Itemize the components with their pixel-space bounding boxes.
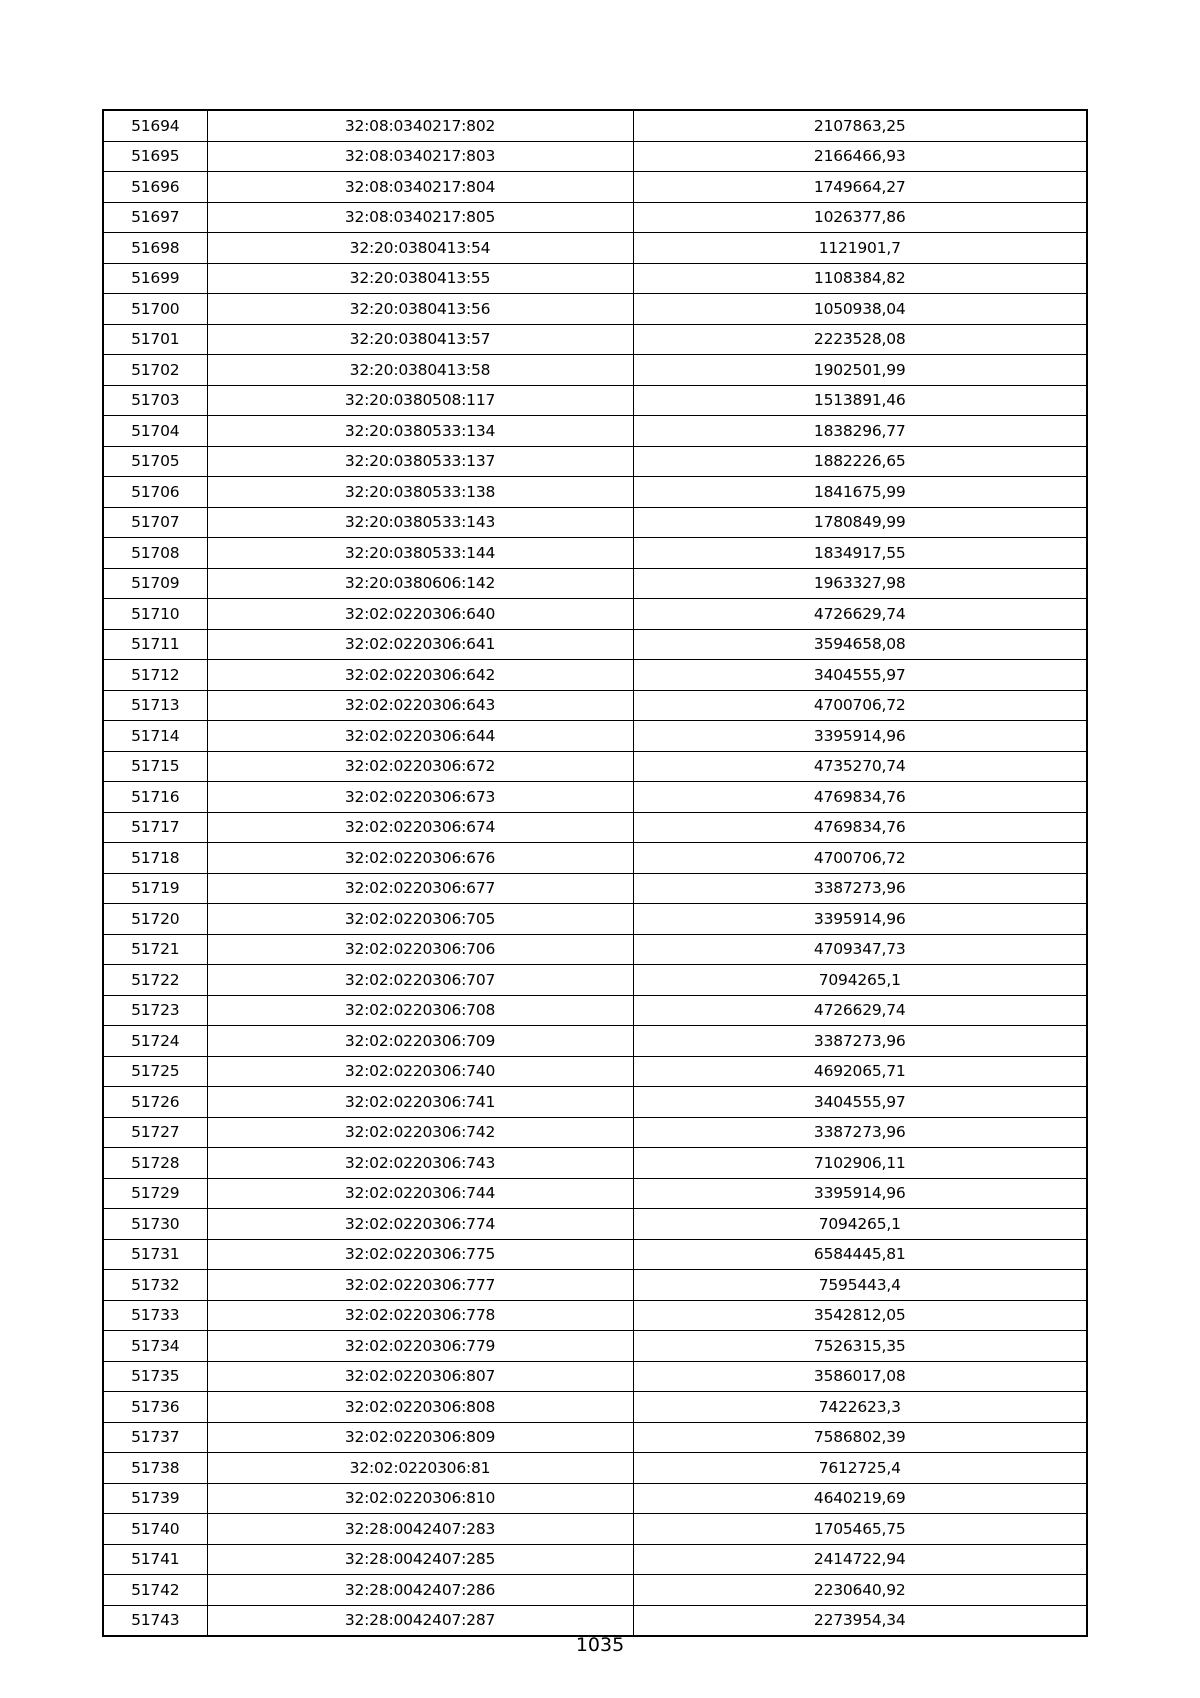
table-row xyxy=(103,873,1087,904)
row-number-cell: 51739 xyxy=(103,1483,207,1514)
table-row xyxy=(103,1087,1087,1118)
table-row xyxy=(103,721,1087,752)
row-number-cell: 51719 xyxy=(103,873,207,904)
cadastral-number-cell: 32:20:0380533:138 xyxy=(207,477,633,508)
table-row xyxy=(103,263,1087,294)
cadastral-value-cell: 3387273,96 xyxy=(633,1117,1087,1148)
cadastral-value-cell: 1834917,55 xyxy=(633,538,1087,569)
cadastral-value-cell: 3404555,97 xyxy=(633,660,1087,691)
cadastral-value-cell: 7526315,35 xyxy=(633,1331,1087,1362)
row-number-cell: 51711 xyxy=(103,629,207,660)
cadastral-number-cell: 32:02:0220306:808 xyxy=(207,1392,633,1423)
cadastral-number-cell: 32:02:0220306:740 xyxy=(207,1056,633,1087)
table-row xyxy=(103,1392,1087,1423)
cadastral-value-cell: 4692065,71 xyxy=(633,1056,1087,1087)
row-number-cell: 51736 xyxy=(103,1392,207,1423)
table-row xyxy=(103,1544,1087,1575)
cadastral-number-cell: 32:02:0220306:643 xyxy=(207,690,633,721)
cadastral-number-cell: 32:20:0380533:144 xyxy=(207,538,633,569)
table-row xyxy=(103,995,1087,1026)
cadastral-value-cell: 6584445,81 xyxy=(633,1239,1087,1270)
cadastral-value-cell: 2273954,34 xyxy=(633,1605,1087,1636)
cadastral-value-cell: 4769834,76 xyxy=(633,782,1087,813)
table-row xyxy=(103,1148,1087,1179)
cadastral-value-cell: 3395914,96 xyxy=(633,904,1087,935)
table-row xyxy=(103,355,1087,386)
row-number-cell: 51696 xyxy=(103,172,207,203)
cadastral-number-cell: 32:02:0220306:777 xyxy=(207,1270,633,1301)
cadastral-number-cell: 32:20:0380413:58 xyxy=(207,355,633,386)
row-number-cell: 51742 xyxy=(103,1575,207,1606)
row-number-cell: 51734 xyxy=(103,1331,207,1362)
table-row xyxy=(103,1331,1087,1362)
cadastral-value-cell: 2107863,25 xyxy=(633,110,1087,141)
table-row xyxy=(103,110,1087,141)
row-number-cell: 51716 xyxy=(103,782,207,813)
table-row xyxy=(103,477,1087,508)
row-number-cell: 51741 xyxy=(103,1544,207,1575)
cadastral-number-cell: 32:08:0340217:802 xyxy=(207,110,633,141)
table-row xyxy=(103,629,1087,660)
table-body xyxy=(103,110,1087,1636)
cadastral-value-cell: 4726629,74 xyxy=(633,599,1087,630)
row-number-cell: 51703 xyxy=(103,385,207,416)
row-number-cell: 51706 xyxy=(103,477,207,508)
cadastral-number-cell: 32:20:0380533:134 xyxy=(207,416,633,447)
cadastral-number-cell: 32:28:0042407:287 xyxy=(207,1605,633,1636)
cadastral-number-cell: 32:28:0042407:286 xyxy=(207,1575,633,1606)
table-row xyxy=(103,385,1087,416)
cadastral-number-cell: 32:02:0220306:809 xyxy=(207,1422,633,1453)
row-number-cell: 51733 xyxy=(103,1300,207,1331)
cadastral-value-cell: 1838296,77 xyxy=(633,416,1087,447)
cadastral-number-cell: 32:02:0220306:810 xyxy=(207,1483,633,1514)
cadastral-value-cell: 3542812,05 xyxy=(633,1300,1087,1331)
row-number-cell: 51695 xyxy=(103,141,207,172)
row-number-cell: 51732 xyxy=(103,1270,207,1301)
table-row xyxy=(103,172,1087,203)
row-number-cell: 51700 xyxy=(103,294,207,325)
cadastral-number-cell: 32:20:0380533:143 xyxy=(207,507,633,538)
cadastral-value-cell: 1963327,98 xyxy=(633,568,1087,599)
cadastral-number-cell: 32:02:0220306:705 xyxy=(207,904,633,935)
table-row xyxy=(103,233,1087,264)
table-row xyxy=(103,751,1087,782)
cadastral-value-cell: 1026377,86 xyxy=(633,202,1087,233)
cadastral-number-cell: 32:02:0220306:708 xyxy=(207,995,633,1026)
cadastral-number-cell: 32:08:0340217:805 xyxy=(207,202,633,233)
cadastral-number-cell: 32:02:0220306:742 xyxy=(207,1117,633,1148)
row-number-cell: 51698 xyxy=(103,233,207,264)
cadastral-number-cell: 32:08:0340217:804 xyxy=(207,172,633,203)
cadastral-value-cell: 7102906,11 xyxy=(633,1148,1087,1179)
page-number: 1035 xyxy=(575,1634,625,1656)
table-row xyxy=(103,1453,1087,1484)
cadastral-value-cell: 7612725,4 xyxy=(633,1453,1087,1484)
cadastral-value-cell: 2223528,08 xyxy=(633,324,1087,355)
cadastral-number-cell: 32:20:0380413:56 xyxy=(207,294,633,325)
cadastral-number-cell: 32:02:0220306:706 xyxy=(207,934,633,965)
row-number-cell: 51708 xyxy=(103,538,207,569)
cadastral-number-cell: 32:02:0220306:672 xyxy=(207,751,633,782)
row-number-cell: 51738 xyxy=(103,1453,207,1484)
cadastral-number-cell: 32:02:0220306:775 xyxy=(207,1239,633,1270)
table-row xyxy=(103,904,1087,935)
cadastral-number-cell: 32:02:0220306:774 xyxy=(207,1209,633,1240)
cadastral-value-cell: 4700706,72 xyxy=(633,690,1087,721)
cadastral-value-cell: 1050938,04 xyxy=(633,294,1087,325)
cadastral-number-cell: 32:02:0220306:709 xyxy=(207,1026,633,1057)
cadastral-value-cell: 7094265,1 xyxy=(633,965,1087,996)
row-number-cell: 51702 xyxy=(103,355,207,386)
cadastral-value-cell: 3387273,96 xyxy=(633,1026,1087,1057)
table-row xyxy=(103,1575,1087,1606)
cadastral-number-cell: 32:02:0220306:676 xyxy=(207,843,633,874)
cadastral-value-cell: 3387273,96 xyxy=(633,873,1087,904)
cadastral-number-cell: 32:02:0220306:743 xyxy=(207,1148,633,1179)
table-row xyxy=(103,538,1087,569)
cadastral-number-cell: 32:20:0380606:142 xyxy=(207,568,633,599)
table-row xyxy=(103,568,1087,599)
cadastral-value-cell: 4769834,76 xyxy=(633,812,1087,843)
cadastral-value-cell: 1882226,65 xyxy=(633,446,1087,477)
table-row xyxy=(103,324,1087,355)
row-number-cell: 51715 xyxy=(103,751,207,782)
cadastral-number-cell: 32:02:0220306:744 xyxy=(207,1178,633,1209)
row-number-cell: 51735 xyxy=(103,1361,207,1392)
cadastral-number-cell: 32:02:0220306:807 xyxy=(207,1361,633,1392)
cadastral-number-cell: 32:20:0380508:117 xyxy=(207,385,633,416)
cadastral-number-cell: 32:02:0220306:741 xyxy=(207,1087,633,1118)
table-row xyxy=(103,446,1087,477)
row-number-cell: 51721 xyxy=(103,934,207,965)
row-number-cell: 51717 xyxy=(103,812,207,843)
cadastral-value-cell: 4735270,74 xyxy=(633,751,1087,782)
cadastral-number-cell: 32:02:0220306:673 xyxy=(207,782,633,813)
cadastral-number-cell: 32:02:0220306:677 xyxy=(207,873,633,904)
row-number-cell: 51743 xyxy=(103,1605,207,1636)
cadastral-value-cell: 2414722,94 xyxy=(633,1544,1087,1575)
table-row xyxy=(103,690,1087,721)
cadastral-value-cell: 7595443,4 xyxy=(633,1270,1087,1301)
cadastral-number-cell: 32:02:0220306:779 xyxy=(207,1331,633,1362)
table-row xyxy=(103,1117,1087,1148)
row-number-cell: 51694 xyxy=(103,110,207,141)
cadastral-number-cell: 32:20:0380413:55 xyxy=(207,263,633,294)
table-row xyxy=(103,1056,1087,1087)
row-number-cell: 51710 xyxy=(103,599,207,630)
row-number-cell: 51728 xyxy=(103,1148,207,1179)
cadastral-number-cell: 32:02:0220306:644 xyxy=(207,721,633,752)
row-number-cell: 51722 xyxy=(103,965,207,996)
cadastral-value-cell: 4726629,74 xyxy=(633,995,1087,1026)
table-row xyxy=(103,1422,1087,1453)
table-row xyxy=(103,141,1087,172)
table-row xyxy=(103,1178,1087,1209)
table-row xyxy=(103,660,1087,691)
cadastral-value-cell: 3586017,08 xyxy=(633,1361,1087,1392)
cadastral-value-cell: 7422623,3 xyxy=(633,1392,1087,1423)
cadastral-value-cell: 1749664,27 xyxy=(633,172,1087,203)
row-number-cell: 51714 xyxy=(103,721,207,752)
row-number-cell: 51729 xyxy=(103,1178,207,1209)
table-row xyxy=(103,202,1087,233)
table-row xyxy=(103,294,1087,325)
cadastral-value-cell: 2166466,93 xyxy=(633,141,1087,172)
cadastral-number-cell: 32:02:0220306:642 xyxy=(207,660,633,691)
row-number-cell: 51730 xyxy=(103,1209,207,1240)
cadastral-value-cell: 1705465,75 xyxy=(633,1514,1087,1545)
row-number-cell: 51707 xyxy=(103,507,207,538)
cadastral-value-cell: 3395914,96 xyxy=(633,721,1087,752)
table-row xyxy=(103,843,1087,874)
row-number-cell: 51705 xyxy=(103,446,207,477)
table-row xyxy=(103,416,1087,447)
row-number-cell: 51731 xyxy=(103,1239,207,1270)
table-row xyxy=(103,1270,1087,1301)
table-row xyxy=(103,934,1087,965)
cadastral-number-cell: 32:20:0380413:54 xyxy=(207,233,633,264)
row-number-cell: 51712 xyxy=(103,660,207,691)
row-number-cell: 51704 xyxy=(103,416,207,447)
table-row xyxy=(103,1514,1087,1545)
cadastral-number-cell: 32:28:0042407:285 xyxy=(207,1544,633,1575)
cadastral-number-cell: 32:02:0220306:640 xyxy=(207,599,633,630)
cadastral-value-cell: 1121901,7 xyxy=(633,233,1087,264)
cadastral-value-cell: 1902501,99 xyxy=(633,355,1087,386)
row-number-cell: 51725 xyxy=(103,1056,207,1087)
cadastral-number-cell: 32:02:0220306:81 xyxy=(207,1453,633,1484)
table-row xyxy=(103,599,1087,630)
row-number-cell: 51709 xyxy=(103,568,207,599)
row-number-cell: 51723 xyxy=(103,995,207,1026)
cadastral-number-cell: 32:20:0380413:57 xyxy=(207,324,633,355)
table-row xyxy=(103,1209,1087,1240)
cadastral-number-cell: 32:02:0220306:674 xyxy=(207,812,633,843)
table-row xyxy=(103,507,1087,538)
row-number-cell: 51697 xyxy=(103,202,207,233)
table-row xyxy=(103,782,1087,813)
row-number-cell: 51726 xyxy=(103,1087,207,1118)
row-number-cell: 51737 xyxy=(103,1422,207,1453)
cadastral-value-cell: 3594658,08 xyxy=(633,629,1087,660)
cadastral-value-cell: 4640219,69 xyxy=(633,1483,1087,1514)
cadastral-value-cell: 3395914,96 xyxy=(633,1178,1087,1209)
cadastral-value-cell: 1841675,99 xyxy=(633,477,1087,508)
cadastral-value-cell: 1108384,82 xyxy=(633,263,1087,294)
table-row xyxy=(103,1300,1087,1331)
table-row xyxy=(103,1026,1087,1057)
cadastral-value-cell: 1513891,46 xyxy=(633,385,1087,416)
row-number-cell: 51718 xyxy=(103,843,207,874)
cadastral-value-cell: 4709347,73 xyxy=(633,934,1087,965)
cadastral-value-cell: 4700706,72 xyxy=(633,843,1087,874)
cadastral-value-cell: 3404555,97 xyxy=(633,1087,1087,1118)
cadastral-number-cell: 32:02:0220306:641 xyxy=(207,629,633,660)
row-number-cell: 51713 xyxy=(103,690,207,721)
cadastral-number-cell: 32:08:0340217:803 xyxy=(207,141,633,172)
row-number-cell: 51740 xyxy=(103,1514,207,1545)
cadastral-number-cell: 32:28:0042407:283 xyxy=(207,1514,633,1545)
cadastral-number-cell: 32:20:0380533:137 xyxy=(207,446,633,477)
row-number-cell: 51727 xyxy=(103,1117,207,1148)
table-row xyxy=(103,965,1087,996)
row-number-cell: 51724 xyxy=(103,1026,207,1057)
cadastral-value-cell: 7094265,1 xyxy=(633,1209,1087,1240)
row-number-cell: 51701 xyxy=(103,324,207,355)
cadastral-number-cell: 32:02:0220306:707 xyxy=(207,965,633,996)
table-row xyxy=(103,1483,1087,1514)
cadastral-value-cell: 7586802,39 xyxy=(633,1422,1087,1453)
table-row xyxy=(103,1605,1087,1636)
cadastral-value-cell: 1780849,99 xyxy=(633,507,1087,538)
table-row xyxy=(103,1361,1087,1392)
cadastral-value-cell: 2230640,92 xyxy=(633,1575,1087,1606)
table-row xyxy=(103,1239,1087,1270)
table-row xyxy=(103,812,1087,843)
row-number-cell: 51720 xyxy=(103,904,207,935)
row-number-cell: 51699 xyxy=(103,263,207,294)
cadastral-value-table xyxy=(102,109,1088,1637)
cadastral-number-cell: 32:02:0220306:778 xyxy=(207,1300,633,1331)
